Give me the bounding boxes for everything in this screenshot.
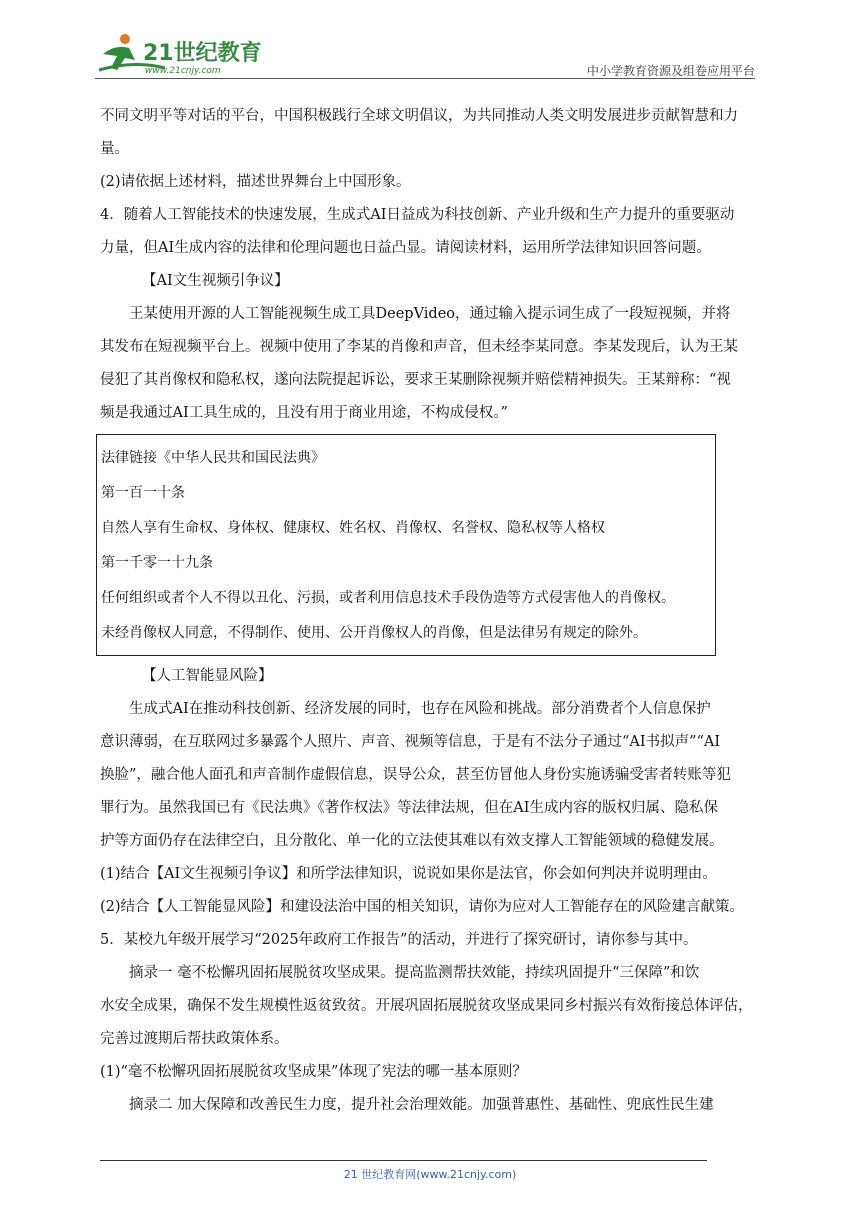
text-line: 力量，但AI生成内容的法律和伦理问题也日益凸显。请阅读材料，运用所学法律知识回答问题。 [100, 240, 711, 256]
law-link-box [96, 434, 716, 656]
site-logo[interactable] [95, 30, 275, 76]
question-line: (1)结合【AI文生视频引争议】和所学法律知识，说说如果你是法官，你会如何判决并说明理由。 [100, 866, 717, 882]
text-line: 频是我通过AI工具生成的，且没有用于商业用途，不构成侵权。” [100, 405, 508, 421]
question-line: (2)结合【人工智能显风险】和建设法治中国的相关知识，请你为应对人工智能存在的风险建言献策。 [100, 899, 745, 915]
law-line: 自然人享有生命权、身体权、健康权、姓名权、肖像权、名誉权、隐私权等人格权 [101, 520, 605, 536]
text-line: 不同文明平等对话的平台，中国积极践行全球文明倡议，为共同推动人类文明发展进步贡献智慧和力 [100, 108, 738, 124]
section-heading: 【AI文生视频引争议】 [142, 273, 289, 289]
text-line: 护等方面仍存在法律空白，且分散化、单一化的立法使其难以有效支撑人工智能领域的稳健发展。 [100, 833, 724, 849]
text-line: 量。 [100, 141, 129, 157]
text-line: 摘录二 加大保障和改善民生力度，提升社会治理效能。加强普惠性、基础性、兜底性民生建 [129, 1097, 714, 1113]
runner-logo-icon [95, 30, 275, 76]
law-line: 任何组织或者个人不得以丑化、污损，或者利用信息技术手段伪造等方式侵害他人的肖像权。 [101, 590, 675, 606]
text-line: 其发布在短视频平台上。视频中使用了李某的肖像和声音，但未经李某同意。李某发现后，认为王某 [100, 339, 738, 355]
document-body [100, 100, 760, 1122]
text-line: 水安全成果，确保不发生规模性返贫致贫。开展巩固拓展脱贫攻坚成果同乡村振兴有效衔接总体评估， [100, 998, 753, 1014]
law-line: 第一百一十条 [101, 485, 185, 501]
text-line: 侵犯了其肖像权和隐私权，遂向法院提起诉讼，要求王某删除视频并赔偿精神损失。王某辩称：“视 [100, 372, 731, 388]
footer-divider [100, 1160, 707, 1161]
text-line: 摘录一 毫不松懈巩固拓展脱贫攻坚成果。提高监测帮扶效能，持续巩固提升“三保障”和饮 [129, 965, 700, 981]
question-line: (1)“毫不松懈巩固拓展脱贫攻坚成果”体现了宪法的哪一基本原则？ [100, 1064, 527, 1080]
question-line: 5．某校九年级开展学习“2025年政府工作报告”的活动，并进行了探究研讨，请你参与其中。 [100, 932, 698, 948]
law-line: 法律链接《中华人民共和国民法典》 [101, 450, 325, 466]
text-line: 罪行为。虽然我国已有《民法典》《著作权法》等法律法规，但在AI生成内容的版权归属、隐私保 [100, 800, 718, 816]
text-line: 完善过渡期后帮扶政策体系。 [100, 1031, 289, 1047]
law-line: 未经肖像权人同意，不得制作、使用、公开肖像权人的肖像，但是法律另有规定的除外。 [101, 625, 647, 641]
text-line: 王某使用开源的人工智能视频生成工具DeepVideo，通过输入提示词生成了一段短视频，并将 [129, 306, 731, 322]
law-line: 第一千零一十九条 [101, 555, 213, 571]
question-line: 4．随着人工智能技术的快速发展，生成式AI日益成为科技创新、产业升级和生产力提升的重要驱动 [100, 207, 735, 223]
text-line: 生成式AI在推动科技创新、经济发展的同时，也存在风险和挑战。部分消费者个人信息保护 [129, 701, 711, 717]
section-heading: 【人工智能显风险】 [142, 668, 273, 684]
platform-name: 中小学教育资源及组卷应用平台 [586, 64, 755, 78]
footer-link[interactable]: 21 世纪教育网(www.21cnjy.com) [343, 1168, 517, 1181]
page-header [95, 30, 755, 78]
question-line: (2)请依据上述材料，描述世界舞台上中国形象。 [100, 174, 411, 190]
text-line: 意识薄弱，在互联网过多暴露个人照片、声音、视频等信息，于是有不法分子通过“AI书拟声”“AI [100, 734, 721, 750]
logo-url: www.21cnjy.com [145, 66, 221, 76]
logo-text: 21世纪教育 [143, 41, 262, 66]
header-divider [95, 78, 755, 79]
text-line: 换脸”，融合他人面孔和声音制作虚假信息，误导公众，甚至仿冒他人身份实施诱骗受害者转账等犯 [100, 767, 731, 783]
